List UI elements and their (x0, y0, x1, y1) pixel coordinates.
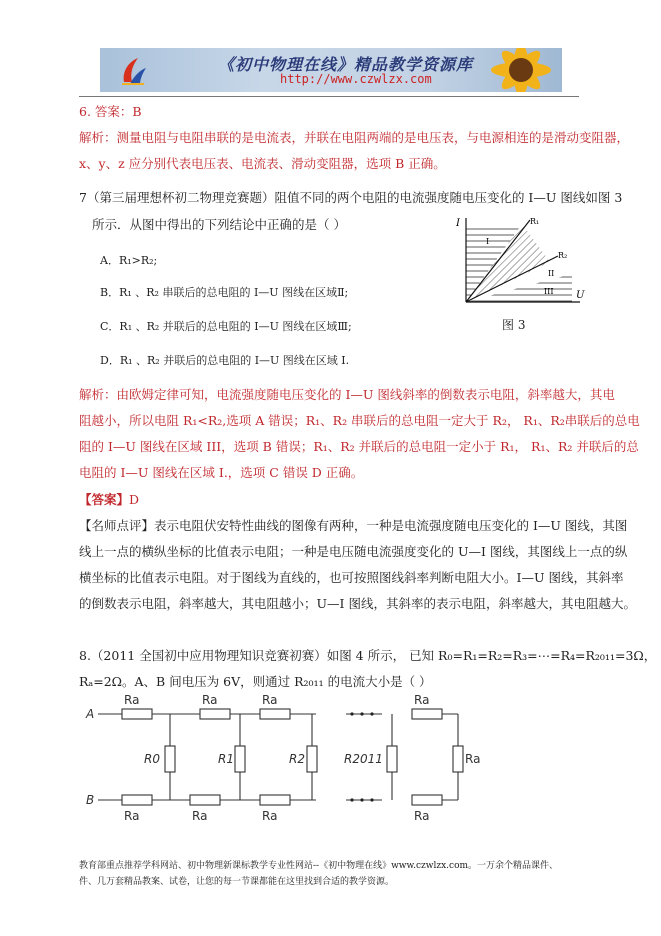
resistor-ra-bottom-3 (260, 795, 290, 805)
resistor-ra-top-3 (260, 709, 290, 719)
node-b-label: B (86, 793, 95, 807)
label-r2011: R2011 (344, 752, 383, 766)
q7-comment-line-4: 的倒数表示电阻，斜率越大，其电阻越小；U—I 图线，其斜率的表示电阻，斜率越大，其电阻越大。 (79, 596, 636, 611)
q8-stem-line-2: Rₐ=2Ω。A、B 间电压为 6V，则通过 R₂₀₁₁ 的电流大小是（ ） (79, 674, 432, 689)
label-region-1: I (486, 237, 490, 246)
q7-analysis-line-2: 阻越小，所以电阻 R₁<R₂,选项 A 错误；R₁、R₂ 串联后的总电阻一定大于 R₂， R₁、R₂串联后的总电 (79, 413, 640, 428)
resistor-ra-bottom-2 (190, 795, 220, 805)
q7-stem-line-2: 所示．从图中得出的下列结论中正确的是（ ） (92, 217, 346, 232)
label-ra-top-4: Ra (414, 693, 430, 707)
q7-answer-label: 【答案】 (79, 492, 130, 507)
q6-analysis-line-1: 解析：测量电阻与电阻串联的是电流表，并联在电阻两端的是电压表，与电源相连的是滑动变阻器， (79, 130, 630, 145)
label-r2: R2 (289, 752, 305, 766)
q7-option-d: D．R₁ 、R₂ 并联后的总电阻的 I—U 图线在区域 I. (100, 354, 350, 367)
axis-label-u: U (576, 290, 585, 301)
resistor-ra-bottom-1 (122, 795, 152, 805)
q7-answer (79, 490, 139, 508)
banner-url[interactable]: http://www.czwlzx.com (280, 72, 432, 86)
label-r1: R₁ (530, 217, 540, 226)
q7-stem-line-1: 7（第三届理想杯初二物理竞赛题）阻值不同的两个电阻的电流强度随电压变化的 I—U 图线如图 3 (79, 190, 623, 205)
page-footer (79, 858, 579, 890)
resistor-ra-bottom-4 (412, 795, 442, 805)
label-ra-top-3: Ra (262, 693, 278, 707)
q7-analysis-line-1: 解析：由欧姆定律可知，电流强度随电压变化的 I—U 图线斜率的倒数表示电阻，斜率越大，其电 (79, 387, 615, 402)
label-region-2: II (548, 269, 555, 278)
resistor-ra-top-2 (200, 709, 230, 719)
figure-3-iu-graph (452, 214, 587, 314)
label-ra-bottom-2: Ra (192, 809, 208, 823)
label-ra-bottom-4: Ra (414, 809, 430, 823)
label-ra-bottom-1: Ra (124, 809, 140, 823)
q7-comment-line-3: 横坐标的比值表示电阻。对于图线为直线的，也可按照图线斜率判断电阻大小。I—U 图线，其斜率 (79, 570, 624, 585)
label-region-3: III (544, 287, 554, 296)
q7-option-a: A．R₁>R₂; (100, 254, 158, 267)
footer-line-1: 教育部重点推荐学科网站、初中物理新课标教学专业性网站--《初中物理在线》www.czwlzx.com。一万余个精品课件、 (79, 861, 559, 871)
figure-3-caption: 图 3 (502, 318, 526, 332)
q8-stem-line-1: 8.（2011 全国初中应用物理知识竞赛初赛）如图 4 所示， 已知 R₀=R₁=R₂=R₃=⋯=R₄=R₂₀₁₁=3Ω， (79, 648, 657, 663)
header-banner (100, 48, 562, 92)
label-r1: R1 (218, 752, 234, 766)
q6-analysis-line-2: x、y、z 应分别代表电压表、电流表、滑动变阻器，选项 B 正确。 (79, 156, 446, 171)
resistor-r0 (165, 746, 175, 772)
banner-title: 《初中物理在线》精品教学资源库 (218, 55, 474, 74)
q7-comment-line-1: 【名师点评】表示电阻伏安特性曲线的图像有两种，一种是电流强度随电压变化的 I—U 图线，其图 (79, 518, 628, 533)
q7-analysis-line-3: 阻的 I—U 图线在区域 III，选项 B 错误；R₁、R₂ 并联后的总电阻一定小于 R₁， R₁、R₂ 并联后的总 (79, 439, 639, 454)
q7-comment-line-2: 线上一点的横纵坐标的比值表示电阻；一种是电压随电流强度变化的 U—I 图线，其图线上一点的纵 (79, 544, 628, 559)
label-ra-top-1: Ra (124, 693, 140, 707)
q6-answer: 6. 答案：B (79, 104, 142, 119)
resistor-r2011 (387, 746, 397, 772)
label-r2: R₂ (558, 251, 568, 260)
label-ra-bottom-3: Ra (262, 809, 278, 823)
header-divider (79, 96, 579, 97)
figure-4-ladder-circuit (82, 690, 482, 825)
label-ra-top-2: Ra (202, 693, 218, 707)
resistor-ra-end (453, 746, 463, 772)
resistor-r1 (235, 746, 245, 772)
footer-line-2: 件、几万套精品教案、试卷，让您的每一节课都能在这里找到合适的教学资源。 (79, 877, 395, 887)
resistor-r2 (307, 746, 317, 772)
axis-label-i: I (456, 218, 460, 229)
node-a-label: A (86, 707, 95, 721)
resistor-ra-top-1 (122, 709, 152, 719)
label-r0: R0 (144, 752, 160, 766)
sunflower-icon (486, 48, 556, 92)
label-ra-end: Ra (465, 752, 481, 766)
q7-analysis-line-4: 电阻的 I—U 图线在区域 I.，选项 C 错误 D 正确。 (79, 465, 364, 480)
q7-option-b: B．R₁ 、R₂ 串联后的总电阻的 I—U 图线在区域Ⅱ; (100, 286, 349, 299)
q7-answer-value: D (129, 492, 140, 507)
site-logo-icon (118, 54, 148, 86)
q7-option-c: C．R₁ 、R₂ 并联后的总电阻的 I—U 图线在区域Ⅲ; (100, 320, 352, 333)
resistor-ra-top-4 (412, 709, 442, 719)
